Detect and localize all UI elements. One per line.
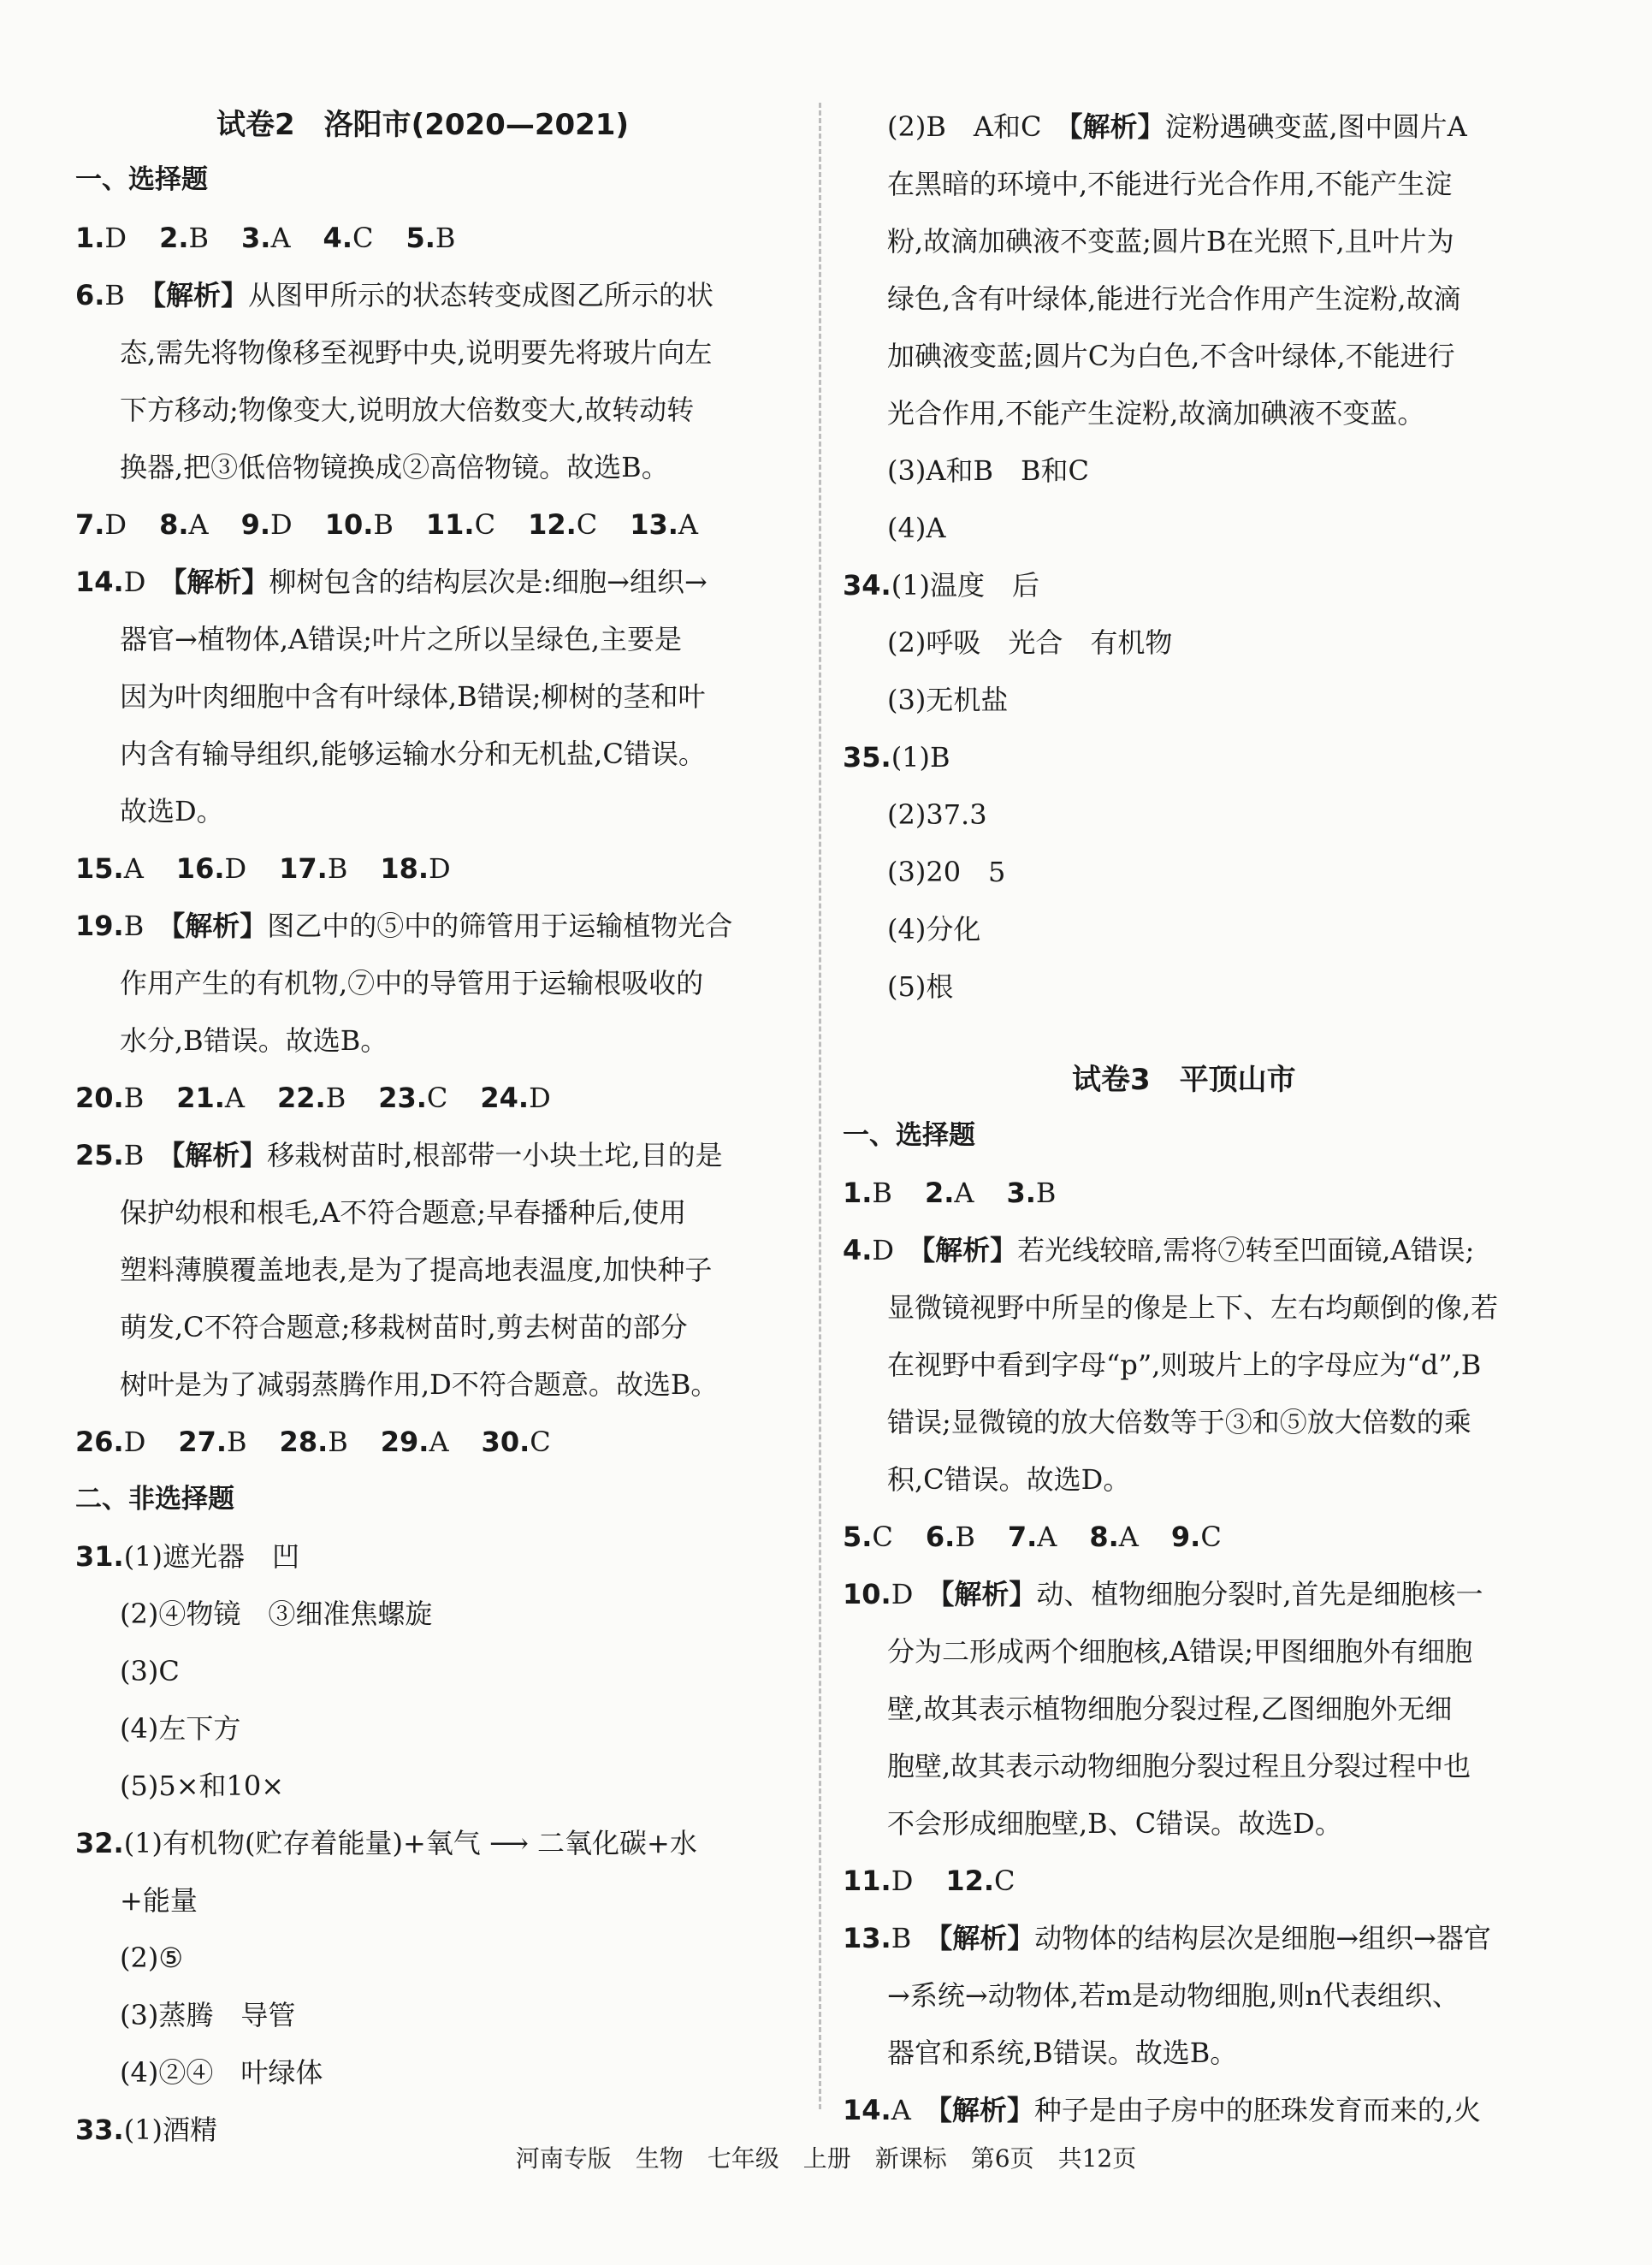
answer-row <box>843 1176 1088 1210</box>
column-divider <box>819 103 821 2109</box>
sub-answer: (4)左下方 <box>120 1712 241 1745</box>
sub-answer: (3)蒸腾 导管 <box>120 1999 296 2031</box>
answer-item: 13.A <box>630 508 699 541</box>
answer-item: 20.B <box>75 1082 145 1114</box>
sub-answer: (5)5×和10× <box>120 1770 285 1802</box>
sub-answer: (2)④物镜 ③细准焦螺旋 <box>120 1598 433 1630</box>
answer-row <box>75 507 731 542</box>
explanation-line: 器官→植物体,A错误;叶片之所以呈绿色,主要是 <box>120 623 683 655</box>
answer-item: 8.A <box>159 508 209 541</box>
answer-item: 8.A <box>1089 1521 1139 1553</box>
section-heading-choice: 一、选择题 <box>843 1120 975 1151</box>
explanation-line: 在黑暗的环境中,不能进行光合作用,不能产生淀 <box>887 168 1453 200</box>
sub-answer: (3)20 5 <box>887 856 1006 888</box>
answer-item: 30.C <box>481 1426 551 1458</box>
answer-q34: 34.(1)温度 后 <box>843 569 1040 602</box>
answer-item: 1.D <box>75 222 127 254</box>
answer-item: 5.B <box>406 222 456 254</box>
explanation-line: 显微镜视野中所呈的像是上下、左右均颠倒的像,若 <box>887 1291 1499 1324</box>
explanation-line: 加碘液变蓝;圆片C为白色,不含叶绿体,不能进行 <box>887 340 1455 372</box>
explanation-line: 不会形成细胞壁,B、C错误。故选D。 <box>887 1807 1342 1840</box>
answer-item: 21.A <box>176 1082 245 1114</box>
explanation-line: 萌发,C不符合题意;移栽树苗时,剪去树苗的部分 <box>120 1311 688 1343</box>
answer-q13: 13.B 【解析】动物体的结构层次是细胞→组织→器官 <box>843 1922 1491 1954</box>
explanation-line: 积,C错误。故选D。 <box>887 1463 1131 1496</box>
explanation-line: 器官和系统,B错误。故选B。 <box>887 2037 1238 2069</box>
explanation-line: 分为二形成两个细胞核,A错误;甲图细胞外有细胞 <box>887 1635 1473 1668</box>
explanation-line: 水分,B错误。故选B。 <box>120 1024 388 1057</box>
explanation-line: 因为叶肉细胞中含有叶绿体,B错误;柳树的茎和叶 <box>120 680 706 713</box>
sub-answer: (2)呼吸 光合 有机物 <box>887 626 1173 659</box>
answer-item: 12.C <box>945 1865 1015 1897</box>
explanation-line: 保护幼根和根毛,A不符合题意;早春播种后,使用 <box>120 1196 687 1229</box>
answer-item: 4.C <box>323 222 374 254</box>
explanation-line: 胞壁,故其表示动物细胞分裂过程且分裂过程中也 <box>887 1750 1471 1782</box>
answer-item: 22.B <box>277 1082 346 1114</box>
answer-item: 2.B <box>159 222 210 254</box>
sub-answer: (2)37.3 <box>887 798 987 831</box>
explanation-line: 故选D。 <box>120 795 224 827</box>
answer-q14: 14.A 【解析】种子是由子房中的胚珠发育而来的,火 <box>843 2094 1482 2126</box>
paper-title-3: 试卷3 平顶山市 <box>1072 1063 1296 1097</box>
answer-row <box>75 851 483 886</box>
answer-row <box>75 1081 583 1115</box>
answer-item: 29.A <box>380 1426 449 1458</box>
answer-item: 17.B <box>279 852 348 885</box>
answer-item: 28.B <box>279 1426 348 1458</box>
explanation-line: 壁,故其表示植物细胞分裂过程,乙图细胞外无细 <box>887 1693 1453 1725</box>
sub-answer: (3)无机盐 <box>887 684 1009 716</box>
answer-item: 9.C <box>1170 1521 1222 1553</box>
answer-item: 3.A <box>241 222 291 254</box>
sub-answer: (3)C <box>120 1655 180 1687</box>
answer-item: 11.C <box>425 508 496 541</box>
answer-item: 24.D <box>480 1082 551 1114</box>
answer-item: 16.D <box>175 852 247 885</box>
answer-q25: 25.B 【解析】移栽树苗时,根部带一小块土坨,目的是 <box>75 1139 723 1171</box>
explanation-line: 内含有输导组织,能够运输水分和无机盐,C错误。 <box>120 738 706 770</box>
answer-item: 7.D <box>75 508 127 541</box>
answer-item: 26.D <box>75 1426 146 1458</box>
explanation-line: 换器,把③低倍物镜换成②高倍物镜。故选B。 <box>120 451 669 483</box>
answer-q14: 14.D 【解析】柳树包含的结构层次是:细胞→组织→ <box>75 566 708 598</box>
answer-item: 7.A <box>1007 1521 1057 1553</box>
answer-q10: 10.D 【解析】动、植物细胞分裂时,首先是细胞核一 <box>843 1578 1483 1610</box>
explanation-line: 下方移动;物像变大,说明放大倍数变大,故转动转 <box>120 394 695 426</box>
answer-q33-continued: (2)B A和C 【解析】淀粉遇碘变蓝,图中圆片A <box>887 110 1467 143</box>
sub-answer: +能量 <box>120 1884 198 1917</box>
explanation-line: 态,需先将物像移至视野中央,说明要先将玻片向左 <box>120 336 713 369</box>
explanation-line: 粉,故滴加碘液不变蓝;圆片B在光照下,且叶片为 <box>887 225 1454 258</box>
answer-row <box>843 1520 1254 1554</box>
answer-item: 18.D <box>380 852 451 885</box>
sub-answer: (3)A和B B和C <box>887 454 1089 487</box>
answer-q31: 31.(1)遮光器 凹 <box>75 1540 300 1573</box>
answer-q32: 32.(1)有机物(贮存着能量)+氧气 ⟶ 二氧化碳+水 <box>75 1827 697 1859</box>
explanation-line: 在视野中看到字母“p”,则玻片上的字母应为“d”,B <box>887 1349 1482 1381</box>
answer-item: 10.B <box>324 508 394 541</box>
answer-row <box>75 1425 583 1459</box>
explanation-line: 绿色,含有叶绿体,能进行光合作用产生淀粉,故滴 <box>887 282 1461 315</box>
sub-answer: (4)分化 <box>887 913 981 946</box>
explanation-line: 树叶是为了减弱蒸腾作用,D不符合题意。故选B。 <box>120 1368 719 1401</box>
section-heading-choice: 一、选择题 <box>75 164 208 195</box>
explanation-line: 作用产生的有机物,⑦中的导管用于运输根吸收的 <box>120 967 704 999</box>
answer-item: 23.C <box>378 1082 448 1114</box>
answer-q4: 4.D 【解析】若光线较暗,需将⑦转至凹面镜,A错误; <box>843 1234 1475 1266</box>
sub-answer: (4)A <box>887 512 946 544</box>
page-footer: 河南专版 生物 七年级 上册 新课标 第6页 共12页 <box>515 2144 1137 2173</box>
answer-q19: 19.B 【解析】图乙中的⑤中的筛管用于运输植物光合 <box>75 910 733 942</box>
sub-answer: (5)根 <box>887 970 954 1003</box>
answer-item: 27.B <box>178 1426 247 1458</box>
answer-row <box>75 221 488 255</box>
answer-item: 3.B <box>1006 1177 1057 1209</box>
answer-item: 1.B <box>843 1177 892 1209</box>
explanation-line: 塑料薄膜覆盖地表,是为了提高地表温度,加快种子 <box>120 1254 713 1286</box>
paper-title-2: 试卷2 洛阳市(2020—2021) <box>216 108 629 142</box>
sub-answer: (2)⑤ <box>120 1942 184 1974</box>
answer-q6: 6.B 【解析】从图甲所示的状态转变成图乙所示的状 <box>75 279 713 311</box>
answer-item: 6.B <box>925 1521 975 1553</box>
answer-item: 15.A <box>75 852 144 885</box>
explanation-line: →系统→动物体,若m是动物细胞,则n代表组织、 <box>887 1979 1460 2012</box>
answer-item: 12.C <box>528 508 598 541</box>
answer-q35: 35.(1)B <box>843 741 950 774</box>
answer-item: 2.A <box>924 1177 974 1209</box>
answer-item: 11.D <box>843 1865 914 1897</box>
answer-item: 5.C <box>843 1521 893 1553</box>
explanation-line: 错误;显微镜的放大倍数等于③和⑤放大倍数的乘 <box>887 1406 1471 1438</box>
answer-q33: 33.(1)酒精 <box>75 2114 218 2146</box>
answer-item: 9.D <box>240 508 293 541</box>
section-heading-nonchoice: 二、非选择题 <box>75 1484 234 1515</box>
explanation-line: 光合作用,不能产生淀粉,故滴加碘液不变蓝。 <box>887 397 1425 430</box>
sub-answer: (4)②④ 叶绿体 <box>120 2056 323 2089</box>
answer-row <box>843 1864 1048 1898</box>
